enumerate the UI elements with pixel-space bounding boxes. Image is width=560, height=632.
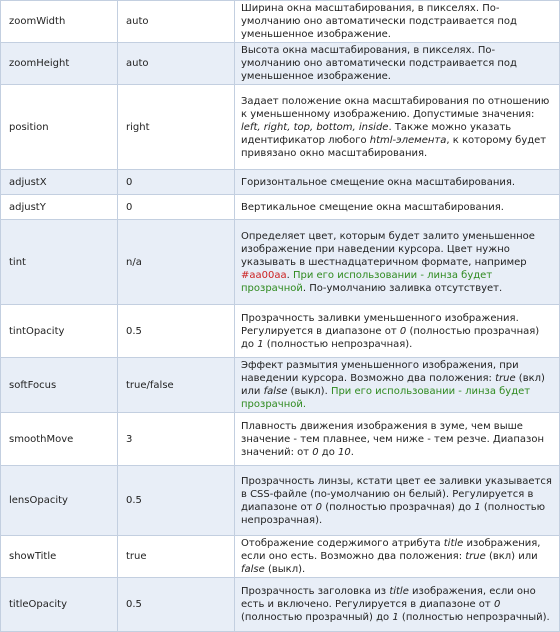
table-row <box>1 578 560 632</box>
option-name: showTitle <box>1 536 118 578</box>
option-name: zoomWidth <box>1 1 118 43</box>
option-description: Прозрачность заливки уменьшенного изображения. Регулируется в диапазоне от 0 (полностью прозрачная) до 1 (полностью непрозрачная). <box>235 305 560 358</box>
option-default: true <box>118 536 235 578</box>
option-default: 0 <box>118 195 235 220</box>
table-row <box>1 413 560 466</box>
option-default: 0 <box>118 170 235 195</box>
table-row <box>1 305 560 358</box>
option-default: right <box>118 85 235 170</box>
table-row <box>1 1 560 43</box>
option-name: tintOpacity <box>1 305 118 358</box>
option-description: Прозрачность заголовка из title изображения, если оно есть и включено. Регулируется в диапазоне от 0 (полностью прозрачный) до 1 (полностью непрозрачный). <box>235 578 560 632</box>
option-name: tint <box>1 220 118 305</box>
option-name: position <box>1 85 118 170</box>
table-row <box>1 536 560 578</box>
option-description: Высота окна масштабирования, в пикселях. По-умолчанию оно автоматически подстраивается под уменьшенное изображение. <box>235 43 560 85</box>
option-description: Отображение содержимого атрибута title изображения, если оно есть. Возможно два положения: true (вкл) или false (выкл). <box>235 536 560 578</box>
table-row <box>1 220 560 305</box>
option-name: titleOpacity <box>1 578 118 632</box>
option-default: true/false <box>118 358 235 413</box>
table-row <box>1 85 560 170</box>
option-default: auto <box>118 1 235 43</box>
option-description: Ширина окна масштабирования, в пикселях. По-умолчанию оно автоматически подстраивается под уменьшенное изображение. <box>235 1 560 43</box>
option-description: Плавность движения изображения в зуме, чем выше значение - тем плавнее, чем ниже - тем резче. Диапазон значений: от 0 до 10. <box>235 413 560 466</box>
option-name: smoothMove <box>1 413 118 466</box>
option-description: Вертикальное смещение окна масштабирования. <box>235 195 560 220</box>
lens-note: При его использовании - линза будет прозрачной. <box>241 386 531 410</box>
table-row <box>1 170 560 195</box>
option-description: Прозрачность линзы, кстати цвет ее заливки указывается в CSS-файле (по-умолчанию он белый). Регулируется в диапазоне от 0 (полностью прозрачная) до 1 (полностью непрозрачная). <box>235 466 560 536</box>
option-default: 3 <box>118 413 235 466</box>
option-name: adjustY <box>1 195 118 220</box>
table-row <box>1 43 560 85</box>
option-default: 0.5 <box>118 578 235 632</box>
option-name: adjustX <box>1 170 118 195</box>
option-default: auto <box>118 43 235 85</box>
option-description: Горизонтальное смещение окна масштабирования. <box>235 170 560 195</box>
table-row <box>1 195 560 220</box>
option-description: Эффект размытия уменьшенного изображения, при наведении курсора. Возможно два положения: true (вкл) или false (выкл). При его использовании - линза будет прозрачной. <box>235 358 560 413</box>
color-example: #aa00aa <box>241 269 287 281</box>
table-row <box>1 358 560 413</box>
option-description: Определяет цвет, которым будет залито уменьшенное изображение при наведении курсора. Цвет нужно указывать в шестнадцатеричном формате, например #aa00aa. При его использовании - линза будет прозрачной. По-умолчанию заливка отсутствует. <box>235 220 560 305</box>
option-name: softFocus <box>1 358 118 413</box>
option-default: 0.5 <box>118 305 235 358</box>
lens-note: При его использовании - линза будет прозрачной <box>241 269 493 294</box>
option-default: 0.5 <box>118 466 235 536</box>
option-default: n/a <box>118 220 235 305</box>
option-name: zoomHeight <box>1 43 118 85</box>
option-description: Задает положение окна масштабирования по отношению к уменьшенному изображению. Допустимые значения: left, right, top, bottom, inside. Также можно указать идентификатор любого html-элемента, к которому будет привязано окно масштабирования. <box>235 85 560 170</box>
option-name: lensOpacity <box>1 466 118 536</box>
table-row <box>1 466 560 536</box>
